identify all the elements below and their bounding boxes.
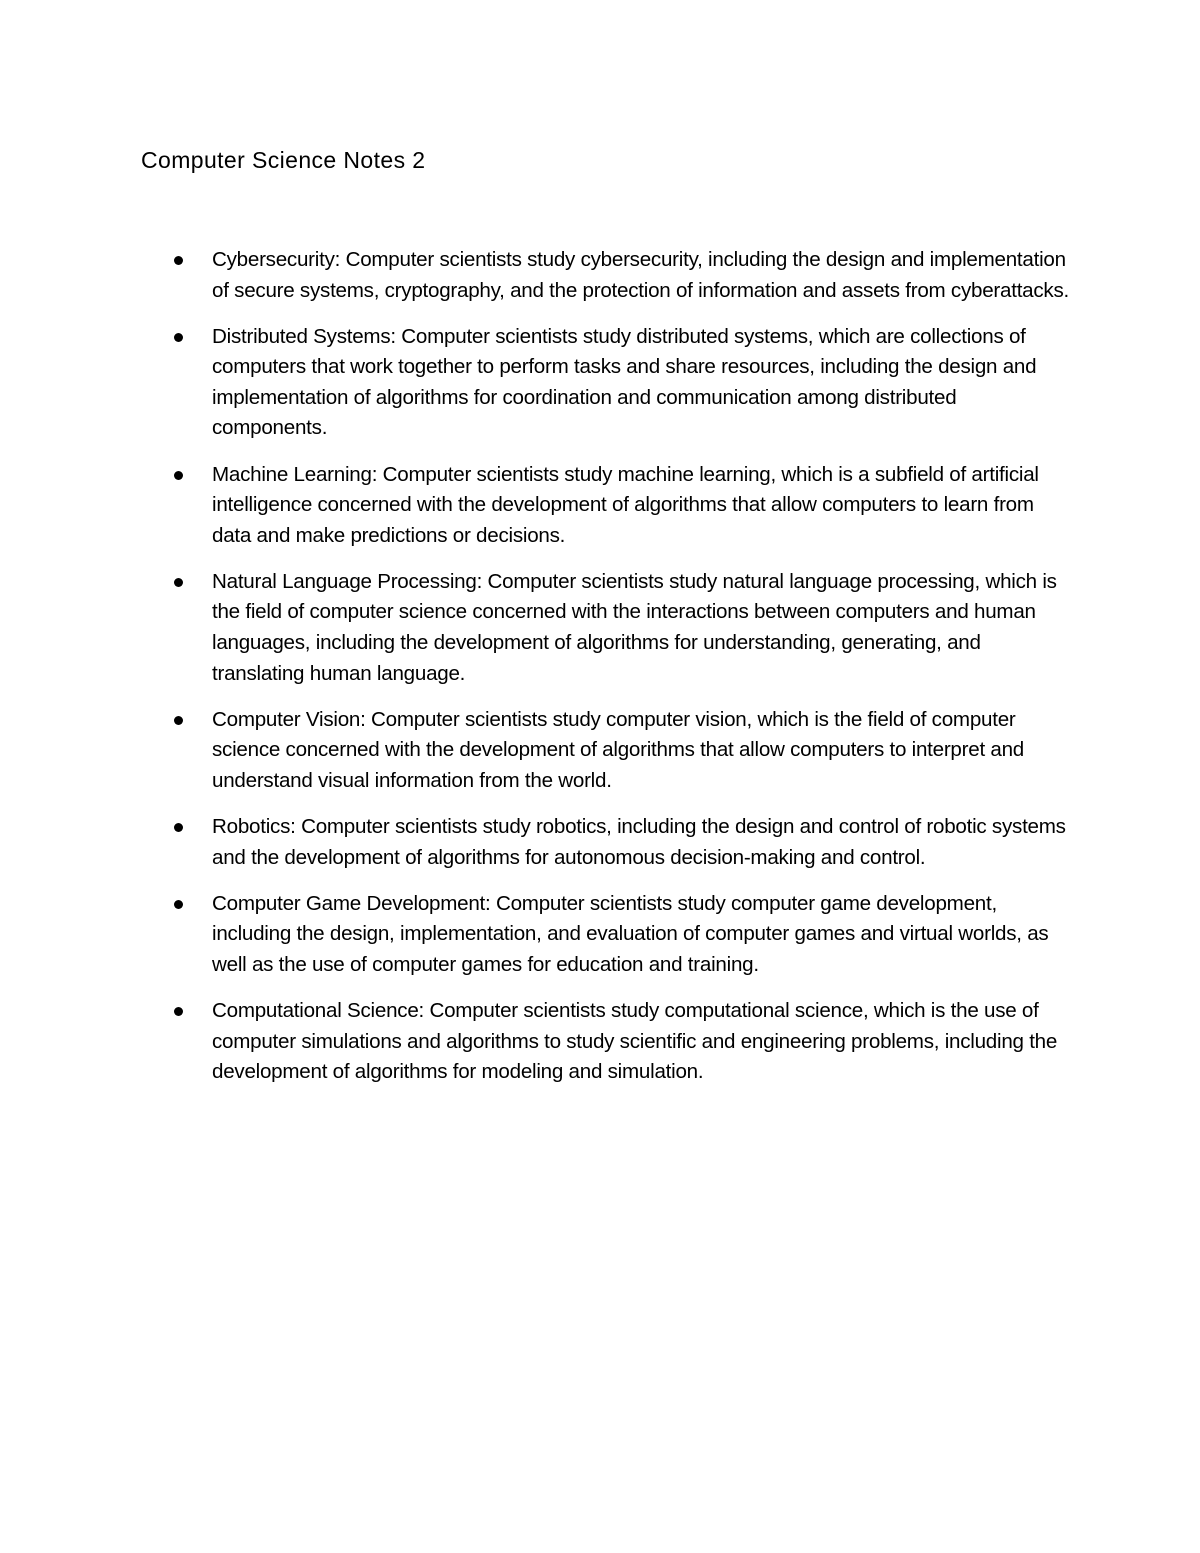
- list-item-text: Cybersecurity: Computer scientists study cybersecurity, including the design and implementation of secure systems, cryptography, and the protection of information and assets from cyberattacks.: [212, 248, 1069, 302]
- list-item-text: Computer Game Development: Computer scientists study computer game development, including the design, implementation, and evaluation of computer games and virtual worlds, as well as the use of computer games for education and training.: [212, 891, 1049, 976]
- list-item-text: Computer Vision: Computer scientists study computer vision, which is the field of computer science concerned with the development of algorithms that allow computers to interpret and understand visual information from the world.: [212, 707, 1024, 792]
- list-item: [212, 245, 1072, 306]
- bullet-icon: [174, 823, 183, 832]
- bullet-icon: [174, 1007, 183, 1016]
- list-item-text: Computational Science: Computer scientists study computational science, which is the use of computer simulations and algorithms to study scientific and engineering problems, including the development of algorithms for modeling and simulation.: [212, 998, 1058, 1084]
- notes-list: [212, 245, 1072, 1103]
- bullet-icon: [174, 471, 183, 480]
- list-item-text: Machine Learning: Computer scientists study machine learning, which is a subfield of artificial intelligence concerned with the development of algorithms that allow computers to learn from data and make predictions or decisions.: [212, 462, 1039, 547]
- list-item: [212, 996, 1072, 1088]
- list-item: [212, 889, 1072, 981]
- bullet-icon: [174, 578, 183, 587]
- list-item: [212, 705, 1072, 797]
- list-item-text: Robotics: Computer scientists study robotics, including the design and control of robotic systems and the development of algorithms for autonomous decision-making and control.: [212, 815, 1066, 869]
- list-item: [212, 567, 1072, 689]
- bullet-icon: [174, 900, 183, 909]
- list-item-text: Distributed Systems: Computer scientists study distributed systems, which are collections of computers that work together to perform tasks and share resources, including the design and implementation of algorithms for coordination and communication among distributed components.: [212, 324, 1037, 440]
- list-item: [212, 322, 1072, 444]
- bullet-icon: [174, 256, 183, 265]
- bullet-icon: [174, 716, 183, 725]
- list-item: [212, 460, 1072, 552]
- bullet-icon: [174, 333, 183, 342]
- list-item-text: Natural Language Processing: Computer scientists study natural language processing, which is the field of computer science concerned with the interactions between computers and human languages, including the development of algorithms for understanding, generating, and translating human language.: [212, 569, 1057, 685]
- page-title: Computer Science Notes 2: [141, 147, 426, 173]
- list-item: [212, 812, 1072, 873]
